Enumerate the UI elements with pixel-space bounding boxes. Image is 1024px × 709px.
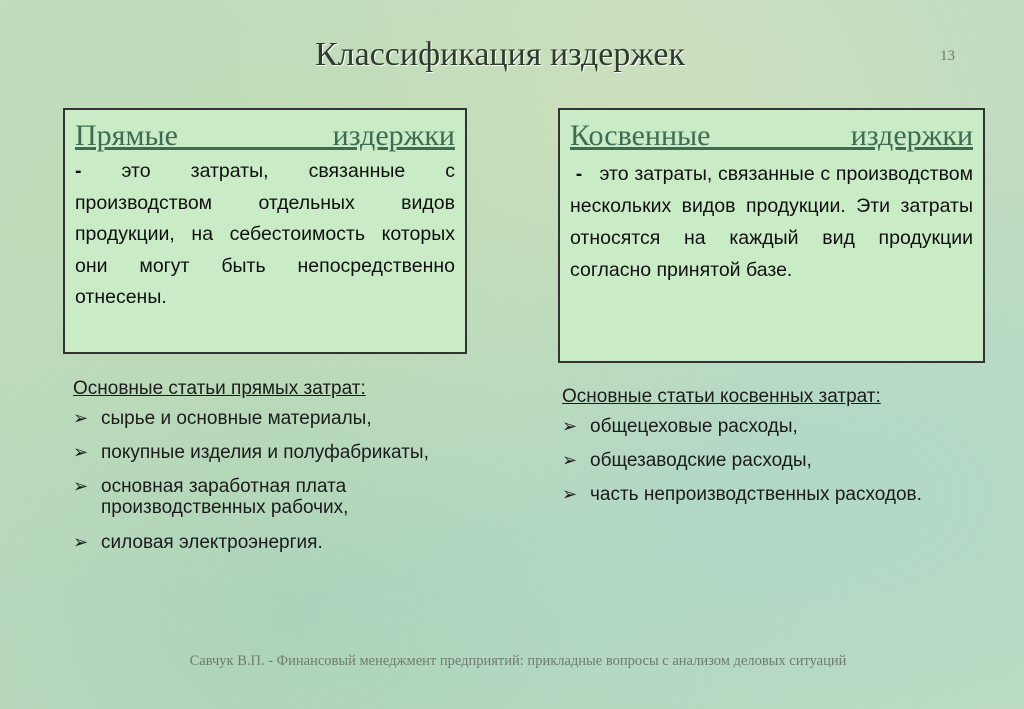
direct-costs-list bbox=[73, 378, 513, 566]
list-item-text: силовая электроэнергия. bbox=[101, 532, 323, 553]
arrow-bullet-icon: ➢ bbox=[73, 476, 89, 496]
direct-costs-list-heading: Основные статьи прямых затрат: bbox=[73, 378, 366, 399]
list-item-text: покупные изделия и полуфабрикаты, bbox=[101, 442, 429, 463]
list-item bbox=[73, 476, 513, 518]
indirect-costs-list bbox=[562, 386, 1002, 518]
list-item-text: часть непроизводственных расходов. bbox=[590, 484, 922, 505]
direct-costs-text: это затраты, связанные с производством отдельных видов продукции, на себестоимость которых они могут быть непосредственно отнесены. bbox=[75, 160, 455, 308]
indirect-costs-definition bbox=[570, 158, 973, 286]
direct-costs-title: Прямые издержки bbox=[75, 119, 455, 152]
arrow-bullet-icon: ➢ bbox=[73, 408, 89, 428]
slide-footer: Савчук В.П. - Финансовый менеджмент предприятий: прикладные вопросы с анализом деловых ситуаций bbox=[189, 653, 847, 669]
arrow-bullet-icon: ➢ bbox=[73, 532, 89, 552]
indirect-costs-title: Косвенные издержки bbox=[570, 119, 973, 152]
arrow-bullet-icon: ➢ bbox=[562, 450, 578, 470]
list-item-text: общецеховые расходы, bbox=[590, 416, 798, 437]
indirect-costs-list-heading: Основные статьи косвенных затрат: bbox=[562, 386, 881, 407]
direct-costs-definition bbox=[75, 156, 455, 314]
list-item bbox=[562, 416, 1002, 437]
list-item-text: сырье и основные материалы, bbox=[101, 408, 372, 429]
list-item-text: основная заработная плата производственных рабочих, bbox=[101, 476, 349, 518]
slide-number: 13 bbox=[940, 48, 955, 64]
list-item-text: общезаводские расходы, bbox=[590, 450, 812, 471]
list-item bbox=[73, 408, 513, 429]
dash-mark: - bbox=[575, 163, 583, 185]
list-item bbox=[73, 442, 513, 463]
arrow-bullet-icon: ➢ bbox=[562, 484, 578, 504]
list-item bbox=[562, 484, 1002, 505]
list-item bbox=[73, 532, 513, 553]
indirect-costs-text: это затраты, связанные с производством нескольких видов продукции. Эти затраты относятся на каждый вид продукции согласно принятой базе. bbox=[570, 163, 974, 281]
dash-mark: - bbox=[75, 160, 82, 182]
indirect-costs-box bbox=[558, 108, 985, 363]
slide-title: Классификация издержек bbox=[314, 36, 685, 73]
arrow-bullet-icon: ➢ bbox=[73, 442, 89, 462]
direct-costs-box bbox=[63, 108, 467, 354]
list-item bbox=[562, 450, 1002, 471]
arrow-bullet-icon: ➢ bbox=[562, 416, 578, 436]
